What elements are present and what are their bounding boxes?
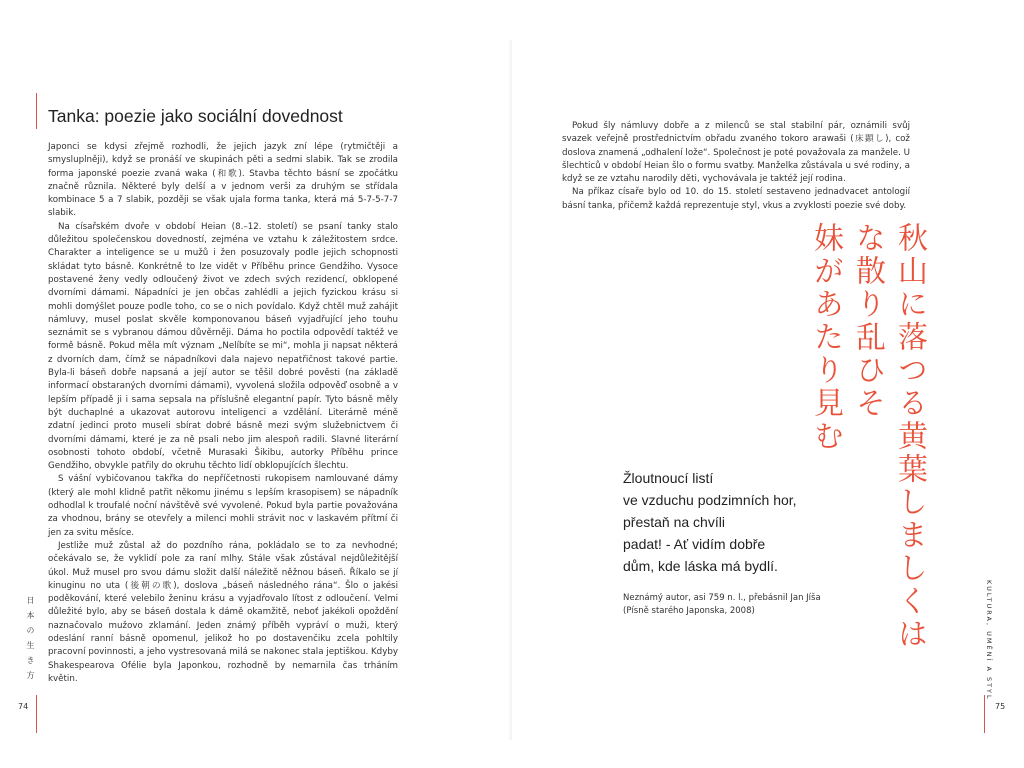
credit-line: (Písně starého Japonska, 2008) bbox=[623, 606, 755, 616]
paragraph: Na příkaz císaře bylo od 10. do 15. století sestaveno jednadvacet antologií básní tanka, přičemž každá reprezentuje styl, vkus a zvyklosti poezie své doby. bbox=[562, 187, 910, 211]
page-heading: Tanka: poezie jako sociální dovednost bbox=[48, 106, 343, 126]
right-page bbox=[512, 0, 1024, 768]
paragraph: Na císařském dvoře v období Heian (8.–12. století) se psaní tanky stalo důležitou společenskou dovedností, zejména ve vztahu k záležitostem srdce. Charakter a inteligence se u mužů i žen posuzovaly podle jejich schopnosti skládat tyto básně. Konkrétně to lze vidět v Příběhu prince Gendžiho. Vysoce postavené ženy vedly odloučený život ve zdech svých rezidencí, obklopené dvorními dámami. Nápadníci je jen občas zahlédli a jejich fyzickou krásu si mohli domýšlet pouze podle toho, co se o nich povídalo. Když chtěl muž zahájit námluvy, musel poslat skvěle komponovanou báseň vyjadřující jeho touhu seznámit se s vybranou dámou důvěrněji. Dáma ho poctila odpovědí taktéž ve formě básně. Pokud měla mít význam „Nelíbíte se mi“, mohla ji napsat některá z dvorních dam, čímž se nápadníkovi dala najevo nepatřičnost takové partie. Byla-li báseň dobře napsaná a její autor se těšil dobré pověsti (na základě informací obstaraných dvorními dámami), vyvolená složila odpověď osobně a v lepším případě ji i sama sepsala na příslušně elegantní papír. Tyto básně měly být duchaplné a ukazovat autorovu inteligenci a vzdělání. Literárně méně zdatní jedinci proto museli sbírat dobré básně mezi svým služebnictvem či dvorními dámami, které je za ně psali nebo jim alespoň radili. Slavné literární osobnosti tohoto období, včetně Murasaki Šikibu, autorky Příběhu prince Gendžiho, obvykle patřily do okruhu těchto lidí obklopujících šlechtu. bbox=[48, 221, 398, 472]
poem-column: 秋山に落つる黄葉しましくは bbox=[892, 222, 927, 651]
right-running-title: KULTURA, UMĚNÍ A STYL bbox=[985, 580, 993, 701]
paragraph: Pokud šly námluvy dobře a z milenců se stal stabilní pár, oznámili svůj svazek veřejně prostřednictvím obřadu zvaného tokoro arawaši (床顕し), což doslova znamená „odhalení lože“. Společnost je poté považovala za manžele. U šlechticů v období Heian šlo o formu svatby. Manželka zůstávala u své rodiny, a když se ze vztahu narodily děti, vychovávala je taktéž její rodina. bbox=[562, 121, 910, 185]
credit-line: Neznámý autor, asi 759 n. l., přebásnil Jan Jíša bbox=[623, 593, 821, 603]
left-page-number-rule bbox=[36, 695, 37, 733]
paragraph: Jestliže muž zůstal až do pozdního rána, pokládalo se to za nevhodné; očekávalo se, že vyklidí pole za raní mlhy. Stále však zůstával nejdůležitější úkol. Muž musel pro svou dámu složit další náležitě něžnou báseň. Říkalo se jí kinuginu no uta (後朝の歌), doslova „báseň následného rána“. Šlo o jakési poděkování, které velebilo ženinu krásu a vyjadřovalo lítost z odloučení. Velmi důležité bylo, aby se báseň dostala k dámě okamžitě, neboť jakékoli opoždění naznačovalo mužovo zklamání. Jeden známý příběh vypráví o muži, který odeslání ranní básně opomenul, jelikož ho po dostavenčiku zcela pohltily pracovní povinnosti, a jeho vystresovaná milá se nakonec stala jeptiškou. Kdyby Shakespearova Ofélie byla Japonkou, rozhodně by nemarnila čas trháním květin. bbox=[48, 540, 398, 684]
translation-line: přestaň na chvíli bbox=[623, 514, 725, 530]
right-page-number: 75 bbox=[995, 702, 1006, 711]
left-page-number: 74 bbox=[18, 702, 29, 711]
translation-line: dům, kde láska má bydlí. bbox=[623, 558, 778, 574]
heading-accent-rule bbox=[36, 93, 37, 129]
poem-column: な散り乱ひそ bbox=[850, 222, 885, 420]
right-body-text bbox=[562, 120, 910, 213]
left-running-title: 日本の生き方 bbox=[26, 596, 35, 686]
left-body-text bbox=[48, 141, 398, 686]
poem-translation bbox=[623, 467, 823, 577]
poem-credit bbox=[623, 592, 853, 618]
right-page-number-rule bbox=[984, 695, 985, 733]
paragraph: S vášní vybičovanou takřka do nepříčetnosti rukopisem namlouvané dámy (který ale mohl klidně patřit někomu jinému s lepším krasopisem) se nápadník odhodlal k troufalé noční návštěvě své vyvolené. Pokud byla partie považována za vhodnou, brány se otevřely a milenci mohli strávit noc v laskavém přítmí či jen za svitu měsíce. bbox=[48, 474, 398, 538]
translation-line: ve vzduchu podzimních hor, bbox=[623, 492, 797, 508]
paragraph: Japonci se kdysi zřejmě rozhodli, že jejich jazyk zní lépe (rytmičtěji a smysluplněji), když se pronáší ve skupinách pěti a sedmi slabik. Tak se zrodila forma japonské poezie zvaná waka (和歌). Stavba těchto básní se zpočátku značně různila. Některé byly delší a v jednom verši za druhým se střídala kombinace 5 a 7 slabik, později se však ujala forma tanka, která má 5-7-5-7-7 slabik. bbox=[48, 142, 398, 219]
poem-column: 妹があたり見む bbox=[808, 222, 843, 453]
translation-line: padat! - Ať vidím dobře bbox=[623, 536, 766, 552]
translation-line: Žloutnoucí listí bbox=[623, 470, 714, 486]
